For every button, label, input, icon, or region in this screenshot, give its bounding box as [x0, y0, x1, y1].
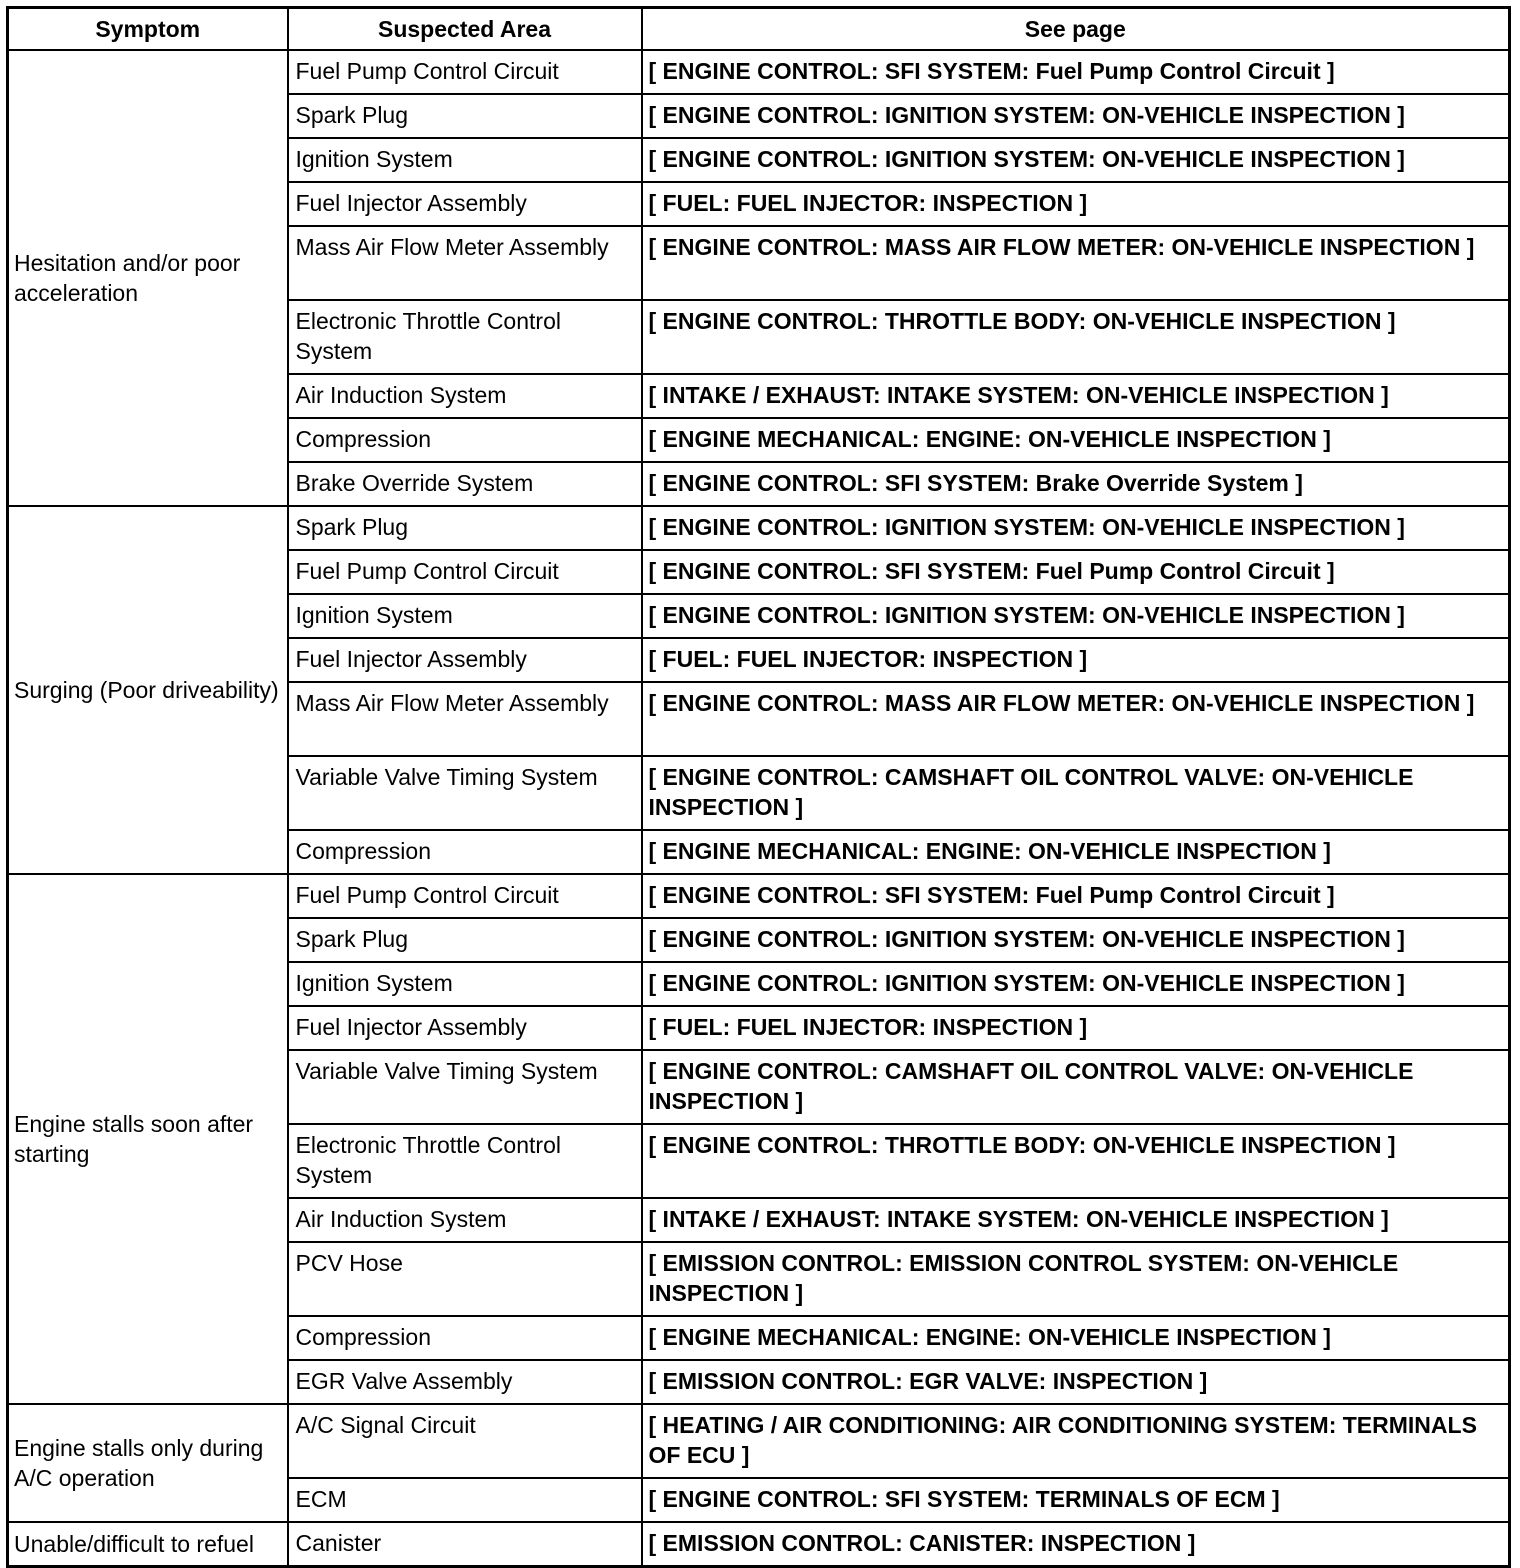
suspected-area-cell: A/C Signal Circuit — [288, 1404, 642, 1478]
see-page-cell: [ ENGINE CONTROL: MASS AIR FLOW METER: ON-VEHICLE INSPECTION ] — [642, 226, 1510, 300]
suspected-area-cell: Mass Air Flow Meter Assembly — [288, 682, 642, 756]
suspected-area-cell: EGR Valve Assembly — [288, 1360, 642, 1404]
suspected-area-cell: PCV Hose — [288, 1242, 642, 1316]
suspected-area-cell: Compression — [288, 1316, 642, 1360]
see-page-cell: [ ENGINE CONTROL: IGNITION SYSTEM: ON-VEHICLE INSPECTION ] — [642, 94, 1510, 138]
see-page-cell: [ ENGINE MECHANICAL: ENGINE: ON-VEHICLE INSPECTION ] — [642, 418, 1510, 462]
see-page-cell: [ ENGINE CONTROL: THROTTLE BODY: ON-VEHICLE INSPECTION ] — [642, 1124, 1510, 1198]
see-page-cell: [ INTAKE / EXHAUST: INTAKE SYSTEM: ON-VEHICLE INSPECTION ] — [642, 1198, 1510, 1242]
see-page-cell: [ ENGINE CONTROL: IGNITION SYSTEM: ON-VEHICLE INSPECTION ] — [642, 918, 1510, 962]
suspected-area-cell: Electronic Throttle Control System — [288, 300, 642, 374]
see-page-cell: [ EMISSION CONTROL: EGR VALVE: INSPECTION ] — [642, 1360, 1510, 1404]
see-page-cell: [ ENGINE CONTROL: SFI SYSTEM: Brake Override System ] — [642, 462, 1510, 506]
table-row — [8, 506, 1510, 550]
suspected-area-cell: Ignition System — [288, 962, 642, 1006]
suspected-area-cell: Air Induction System — [288, 374, 642, 418]
suspected-area-cell: Air Induction System — [288, 1198, 642, 1242]
suspected-area-cell: Ignition System — [288, 138, 642, 182]
see-page-cell: [ HEATING / AIR CONDITIONING: AIR CONDITIONING SYSTEM: TERMINALS OF ECU ] — [642, 1404, 1510, 1478]
suspected-area-cell: Fuel Injector Assembly — [288, 182, 642, 226]
table-row — [8, 1404, 1510, 1478]
suspected-area-cell: Canister — [288, 1522, 642, 1567]
see-page-cell: [ INTAKE / EXHAUST: INTAKE SYSTEM: ON-VEHICLE INSPECTION ] — [642, 374, 1510, 418]
suspected-area-cell: Electronic Throttle Control System — [288, 1124, 642, 1198]
suspected-area-cell: Compression — [288, 830, 642, 874]
suspected-area-cell: ECM — [288, 1478, 642, 1522]
table-row — [8, 1522, 1510, 1567]
suspected-area-cell: Spark Plug — [288, 94, 642, 138]
header-row — [8, 8, 1510, 51]
see-page-cell: [ ENGINE CONTROL: IGNITION SYSTEM: ON-VEHICLE INSPECTION ] — [642, 594, 1510, 638]
symptom-table — [6, 6, 1511, 1568]
suspected-area-cell: Fuel Injector Assembly — [288, 1006, 642, 1050]
header-see-page: See page — [642, 8, 1510, 51]
see-page-cell: [ ENGINE CONTROL: SFI SYSTEM: Fuel Pump Control Circuit ] — [642, 874, 1510, 918]
header-symptom: Symptom — [8, 8, 288, 51]
see-page-cell: [ FUEL: FUEL INJECTOR: INSPECTION ] — [642, 1006, 1510, 1050]
see-page-cell: [ ENGINE CONTROL: IGNITION SYSTEM: ON-VEHICLE INSPECTION ] — [642, 506, 1510, 550]
suspected-area-cell: Variable Valve Timing System — [288, 756, 642, 830]
suspected-area-cell: Fuel Pump Control Circuit — [288, 874, 642, 918]
see-page-cell: [ ENGINE CONTROL: SFI SYSTEM: Fuel Pump Control Circuit ] — [642, 50, 1510, 94]
see-page-cell: [ ENGINE CONTROL: IGNITION SYSTEM: ON-VEHICLE INSPECTION ] — [642, 962, 1510, 1006]
see-page-cell: [ EMISSION CONTROL: CANISTER: INSPECTION ] — [642, 1522, 1510, 1567]
see-page-cell: [ ENGINE CONTROL: MASS AIR FLOW METER: ON-VEHICLE INSPECTION ] — [642, 682, 1510, 756]
see-page-cell: [ ENGINE CONTROL: CAMSHAFT OIL CONTROL VALVE: ON-VEHICLE INSPECTION ] — [642, 1050, 1510, 1124]
see-page-cell: [ ENGINE CONTROL: IGNITION SYSTEM: ON-VEHICLE INSPECTION ] — [642, 138, 1510, 182]
see-page-cell: [ FUEL: FUEL INJECTOR: INSPECTION ] — [642, 638, 1510, 682]
suspected-area-cell: Fuel Pump Control Circuit — [288, 550, 642, 594]
suspected-area-cell: Spark Plug — [288, 918, 642, 962]
suspected-area-cell: Brake Override System — [288, 462, 642, 506]
suspected-area-cell: Variable Valve Timing System — [288, 1050, 642, 1124]
suspected-area-cell: Mass Air Flow Meter Assembly — [288, 226, 642, 300]
symptom-cell: Surging (Poor driveability) — [8, 506, 288, 874]
see-page-cell: [ ENGINE CONTROL: CAMSHAFT OIL CONTROL VALVE: ON-VEHICLE INSPECTION ] — [642, 756, 1510, 830]
see-page-cell: [ FUEL: FUEL INJECTOR: INSPECTION ] — [642, 182, 1510, 226]
suspected-area-cell: Fuel Pump Control Circuit — [288, 50, 642, 94]
symptom-cell: Engine stalls only during A/C operation — [8, 1404, 288, 1522]
suspected-area-cell: Compression — [288, 418, 642, 462]
suspected-area-cell: Spark Plug — [288, 506, 642, 550]
symptom-cell: Unable/difficult to refuel — [8, 1522, 288, 1567]
see-page-cell: [ ENGINE MECHANICAL: ENGINE: ON-VEHICLE INSPECTION ] — [642, 830, 1510, 874]
header-suspected-area: Suspected Area — [288, 8, 642, 51]
symptom-cell: Hesitation and/or poor acceleration — [8, 50, 288, 506]
see-page-cell: [ ENGINE MECHANICAL: ENGINE: ON-VEHICLE INSPECTION ] — [642, 1316, 1510, 1360]
table-row — [8, 874, 1510, 918]
see-page-cell: [ ENGINE CONTROL: THROTTLE BODY: ON-VEHICLE INSPECTION ] — [642, 300, 1510, 374]
see-page-cell: [ EMISSION CONTROL: EMISSION CONTROL SYSTEM: ON-VEHICLE INSPECTION ] — [642, 1242, 1510, 1316]
see-page-cell: [ ENGINE CONTROL: SFI SYSTEM: TERMINALS OF ECM ] — [642, 1478, 1510, 1522]
suspected-area-cell: Ignition System — [288, 594, 642, 638]
table-row — [8, 50, 1510, 94]
symptom-cell: Engine stalls soon after starting — [8, 874, 288, 1404]
see-page-cell: [ ENGINE CONTROL: SFI SYSTEM: Fuel Pump Control Circuit ] — [642, 550, 1510, 594]
suspected-area-cell: Fuel Injector Assembly — [288, 638, 642, 682]
